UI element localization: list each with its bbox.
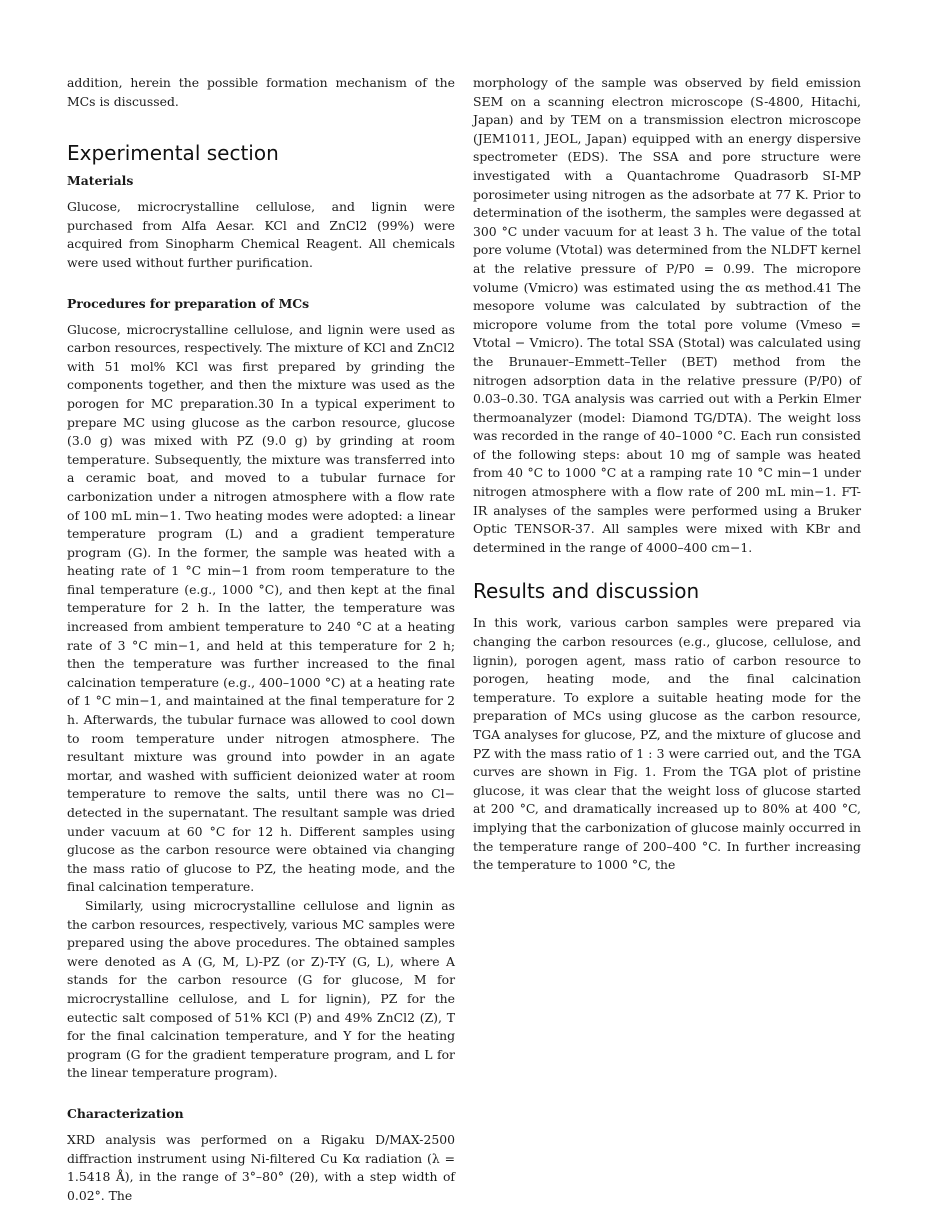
- characterization-continued-paragraph: morphology of the sample was observed by field emission SEM on a scanning electron microscope (S-4800, Hitachi, Japan) and by TEM on a transmission electron microscope (JEM1011, JEOL, Japan) equipped with an energy dispersive spectrometer (EDS). The SSA and pore structure were investigated with a Quantachrome Quadrasorb SI-MP porosimeter using nitrogen as the adsorbate at 77 K. Prior to determination of the isotherm, the samples were degassed at 300 °C under vacuum for at least 3 h. The value of the total pore volume (Vtotal) was determined from the NLDFT kernel at the relative pressure of P/P0 = 0.99. The micropore volume (Vmicro) was estimated using the αs method.41 The mesopore volume was calculated by subtraction of the micropore volume from the total pore volume (Vmeso = Vtotal − Vmicro). The total SSA (Stotal) was calculated using the Brunauer–Emmett–Teller (BET) method from the nitrogen adsorption data in the relative pressure (P/P0) of 0.03–0.30. TGA analysis was carried out with a Perkin Elmer thermoanalyzer (model: Diamond TG/DTA). The weight loss was recorded in the range of 40–1000 °C. Each run consisted of the following steps: about 10 mg of sample was heated from 40 °C to 1000 °C at a ramping rate 10 °C min−1 under nitrogen atmosphere with a flow rate of 200 mL min−1. FT-IR analyses of the samples were performed using a Bruker Optic TENSOR-37. All samples were mixed with KBr and determined in the range of 4000–400 cm−1.: [473, 75, 861, 555]
- characterization-paragraph: XRD analysis was performed on a Rigaku D/MAX-2500 diffraction instrument using Ni-filtered Cu Kα radiation (λ = 1.5418 Å), in the range of 3°–80° (2θ), with a step width of 0.02°. The: [67, 1131, 455, 1203]
- results-paragraph: In this work, various carbon samples were prepared via changing the carbon resources (e.g., glucose, cellulose, and lignin), porogen agent, mass ratio of carbon resource to porogen, heating mode, and the final calcination temperature. To explore a suitable heating mode for the preparation of MCs using glucose as the carbon resource, TGA analyses for glucose, PZ, and the mixture of glucose and PZ with the mass ratio of 1 : 3 were carried out, and the TGA curves are shown in Fig. 1. From the TGA plot of pristine glucose, it was clear that the weight loss of glucose started at 200 °C, and dramatically increased up to 80% at 400 °C, implying that the carbonization of glucose mainly occurred in the temperature range of 200–400 °C. In further increasing the temperature to 1000 °C, the: [473, 615, 861, 873]
- procedures-paragraph-1: Glucose, microcrystalline cellulose, and lignin were used as carbon resources, respectively. The mixture of KCl and ZnCl2 with 51 mol% KCl was first prepared by grinding the components together, and then the mixture was used as the porogen for MC preparation.30 In a typical experiment to prepare MC using glucose as the carbon resource, glucose (3.0 g) was mixed with PZ (9.0 g) by grinding at room temperature. Subsequently, the mixture was transferred into a ceramic boat, and moved to a tubular furnace for carbonization under a nitrogen atmosphere with a flow rate of 100 mL min−1. Two heating modes were adopted: a linear temperature program (L) and a gradient temperature program (G). In the former, the sample was heated with a heating rate of 1 °C min−1 from room temperature to the final temperature (e.g., 1000 °C), and then kept at the final temperature for 2 h. In the latter, the temperature was increased from ambient temperature to 240 °C at a heating rate of 3 °C min−1, and held at this temperature for 2 h; then the temperature was further increased to the final calcination temperature (e.g., 400–1000 °C) at a heating rate of 1 °C min−1, and maintained at the final temperature for 2 h. Afterwards, the tubular furnace was allowed to cool down to room temperature under nitrogen atmosphere. The resultant mixture was ground into powder in an agate mortar, and washed with sufficient deionized water at room temperature to remove the salts, until there was no Cl− detected in the supernatant. The resultant sample was dried under vacuum at 60 °C for 12 h. Different samples using glucose as the carbon resource were obtained via changing the mass ratio of glucose to PZ, the heating mode, and the final calcination temperature.: [67, 321, 455, 895]
- characterization-heading: Characterization: [67, 1105, 184, 1121]
- procedures-heading: Procedures for preparation of MCs: [67, 295, 310, 311]
- experimental-section-heading: Experimental section: [67, 141, 279, 166]
- right-column: [473, 74, 861, 875]
- materials-paragraph: Glucose, microcrystalline cellulose, and lignin were purchased from Alfa Aesar. KCl and ZnCl2 (99%) were acquired from Sinopharm Chemical Reagent. All chemicals were used without further purification.: [67, 199, 455, 270]
- materials-heading: Materials: [67, 173, 134, 189]
- left-column: [67, 74, 455, 1205]
- results-discussion-heading: Results and discussion: [473, 579, 700, 604]
- procedures-paragraph-2: Similarly, using microcrystalline cellulose and lignin as the carbon resources, respectively, various MC samples were prepared using the above procedures. The obtained samples were denoted as A (G, M, L)-PZ (or Z)-T-Y (G, L), where A stands for the carbon resource (G for glucose, M for microcrystalline cellulose, and L for lignin), PZ for the eutectic salt composed of 51% KCl (P) and 49% ZnCl2 (Z), T for the final calcination temperature, and Y for the heating program (G for the gradient temperature program, and L for the linear temperature program).: [67, 897, 455, 1081]
- intro-paragraph: addition, herein the possible formation mechanism of the MCs is discussed.: [67, 75, 455, 109]
